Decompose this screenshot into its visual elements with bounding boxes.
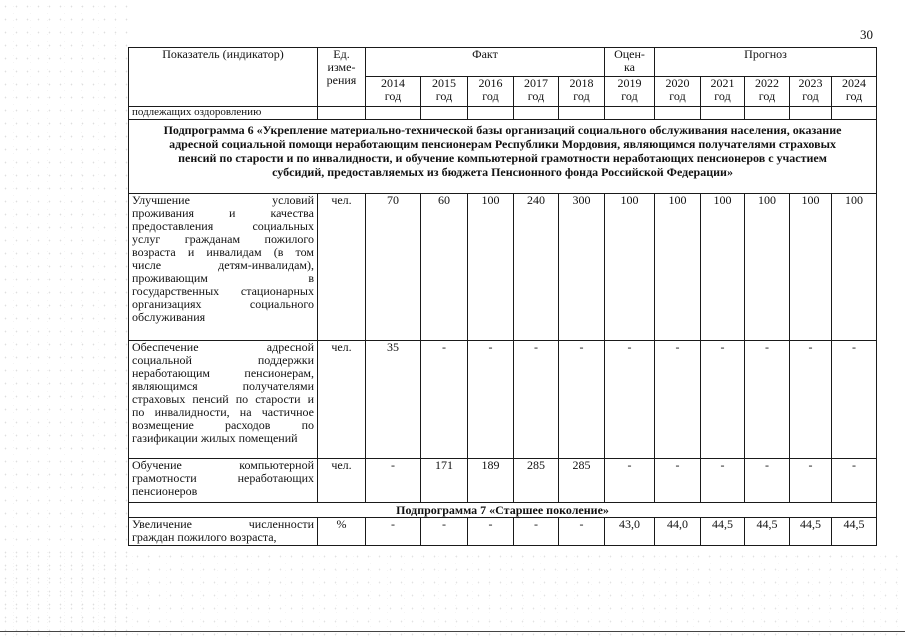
indicator-cell: Обучение компьютерной грамотности неработающих пенсионеров xyxy=(129,459,318,503)
header-indicator: Показатель (индикатор) xyxy=(129,48,318,107)
unit-cell: чел. xyxy=(318,341,366,459)
value-cell: - xyxy=(366,459,421,503)
year-cell: 2017 год xyxy=(514,77,559,107)
unit-cell: чел. xyxy=(318,459,366,503)
year-cell: 2015 год xyxy=(421,77,468,107)
indicator-cell: Улучшение условий проживания и качества предоставления социальных услуг гражданам пожилого возраста и инвалидам (в том числе детям-инвалидам), проживающим в государственных стационарных организациях социального обслуживания xyxy=(129,194,318,341)
unit-cell: чел. xyxy=(318,194,366,341)
value-cell: - xyxy=(701,341,745,459)
header-fact: Факт xyxy=(366,48,605,77)
value-cell: - xyxy=(468,518,514,546)
value-cell: - xyxy=(790,341,832,459)
table-row xyxy=(129,194,877,341)
value-cell: 300 xyxy=(559,194,605,341)
indicator-cell: Обеспечение адресной социальной поддержки неработающим пенсионерам, являющимся получателями страховых пенсий по старости и по инвалидности, на частичное возмещение расходов по газификации жилых помещений xyxy=(129,341,318,459)
header-estimate: Оцен- ка xyxy=(605,48,655,77)
year-cell: 2018 год xyxy=(559,77,605,107)
value-cell: - xyxy=(605,341,655,459)
value-cell: 43,0 xyxy=(605,518,655,546)
table-row xyxy=(129,341,877,459)
value-cell: 100 xyxy=(745,194,790,341)
value-cell: 240 xyxy=(514,194,559,341)
value-cell: - xyxy=(421,341,468,459)
value-cell: 44,0 xyxy=(655,518,701,546)
value-cell: 44,5 xyxy=(832,518,877,546)
value-cell: 44,5 xyxy=(745,518,790,546)
header-forecast: Прогноз xyxy=(655,48,877,77)
subprogram-7-row xyxy=(129,503,877,518)
value-cell: - xyxy=(832,341,877,459)
value-cell: - xyxy=(701,459,745,503)
page-bottom-edge xyxy=(0,631,905,632)
value-cell: - xyxy=(514,518,559,546)
indicator-cell: Увеличение численности граждан пожилого возраста, xyxy=(129,518,318,546)
continuation-text: подлежащих оздоровлению xyxy=(129,107,318,120)
value-cell: - xyxy=(468,341,514,459)
value-cell: - xyxy=(745,341,790,459)
year-cell: 2016 год xyxy=(468,77,514,107)
value-cell: 171 xyxy=(421,459,468,503)
year-cell: 2020 год xyxy=(655,77,701,107)
year-cell: 2024 год xyxy=(832,77,877,107)
value-cell: - xyxy=(790,459,832,503)
subprogram-6-row xyxy=(129,120,877,194)
value-cell: - xyxy=(514,341,559,459)
value-cell: 285 xyxy=(559,459,605,503)
page-number: 30 xyxy=(860,27,873,42)
year-cell: 2023 год xyxy=(790,77,832,107)
subprogram-7-title: Подпрограмма 7 «Старшее поколение» xyxy=(129,503,877,518)
value-cell: - xyxy=(655,341,701,459)
value-cell: - xyxy=(745,459,790,503)
value-cell: 189 xyxy=(468,459,514,503)
value-cell: - xyxy=(559,518,605,546)
value-cell: 44,5 xyxy=(790,518,832,546)
value-cell: 60 xyxy=(421,194,468,341)
value-cell: 100 xyxy=(655,194,701,341)
indicators-table xyxy=(128,47,877,546)
scan-noise-bottom xyxy=(0,550,905,639)
subprogram-6-title: Подпрограмма 6 «Укрепление материально-технической базы организаций социального обслуживания населения, оказание адресной социальной помощи неработающим пенсионерам Республики Мордовия, являющимся получателями страховых пенсий по старости и по инвалидности, и обучение компьютерной грамотности неработающих пенсионеров с участием субсидий, предоставляемых из бюджета Пенсионного фонда Российской Федерации» xyxy=(129,120,877,194)
value-cell: 100 xyxy=(790,194,832,341)
table-row xyxy=(129,459,877,503)
value-cell: 100 xyxy=(701,194,745,341)
year-cell: 2014 год xyxy=(366,77,421,107)
value-cell: - xyxy=(655,459,701,503)
value-cell: 44,5 xyxy=(701,518,745,546)
value-cell: 285 xyxy=(514,459,559,503)
value-cell: - xyxy=(366,518,421,546)
value-cell: 70 xyxy=(366,194,421,341)
table-row xyxy=(129,518,877,546)
year-cell: 2021 год xyxy=(701,77,745,107)
year-cell: 2019 год xyxy=(605,77,655,107)
scan-noise-left xyxy=(0,0,130,639)
table-header-row xyxy=(129,48,877,77)
value-cell: 100 xyxy=(832,194,877,341)
continuation-row xyxy=(129,107,877,120)
value-cell: - xyxy=(559,341,605,459)
value-cell: 100 xyxy=(468,194,514,341)
header-unit: Ед. изме- рения xyxy=(318,48,366,107)
value-cell: 100 xyxy=(605,194,655,341)
value-cell: - xyxy=(832,459,877,503)
value-cell: 35 xyxy=(366,341,421,459)
unit-cell: % xyxy=(318,518,366,546)
year-cell: 2022 год xyxy=(745,77,790,107)
value-cell: - xyxy=(605,459,655,503)
value-cell: - xyxy=(421,518,468,546)
